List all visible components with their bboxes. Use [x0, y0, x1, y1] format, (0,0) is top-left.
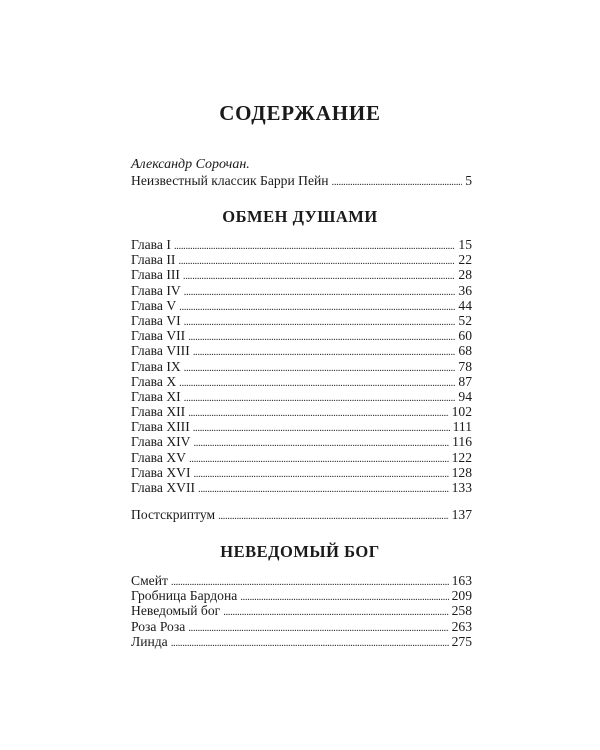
toc-entry[interactable]: [131, 434, 472, 449]
toc-entry[interactable]: [131, 465, 472, 480]
toc-entry-page: 128: [451, 464, 472, 480]
section-title-nevedomy: НЕВЕДОМЫЙ БОГ: [220, 542, 380, 561]
toc-leader-dots: [332, 175, 463, 190]
toc-leader-dots: [198, 482, 449, 497]
toc-leader-dots: [179, 376, 455, 391]
toc-entry-page: 78: [458, 358, 472, 374]
toc-entry-page: 28: [458, 267, 472, 283]
toc-entry[interactable]: [131, 267, 472, 282]
intro-author: Александр Сорочан.: [131, 157, 250, 172]
toc-entry[interactable]: [131, 298, 472, 313]
toc-leader-dots: [184, 285, 456, 300]
toc-entry-label: Гробница Бардона: [131, 588, 238, 604]
toc-entry-page: 52: [458, 312, 472, 328]
toc-entry-label: Глава XVII: [131, 480, 196, 495]
toc-entry[interactable]: [131, 634, 472, 649]
toc-entry[interactable]: [131, 480, 472, 495]
toc-entry-label: Глава XIII: [131, 419, 190, 435]
toc-leader-dots: [193, 421, 450, 436]
toc-entry-label: Глава V: [131, 297, 177, 313]
toc-leader-dots: [184, 315, 456, 330]
toc-entry-page: 5: [465, 173, 472, 188]
toc-entry-page: 263: [451, 618, 472, 634]
toc-list-nevedomy: [131, 573, 472, 649]
toc-entry-page: 122: [451, 449, 472, 465]
toc-leader-dots: [218, 509, 449, 524]
toc-leader-dots: [193, 345, 456, 360]
toc-entry-label: Глава VI: [131, 312, 181, 328]
toc-leader-dots: [179, 300, 455, 315]
toc-entry-label: Роза Роза: [131, 618, 186, 634]
toc-entry-label: Постскриптум: [131, 507, 216, 522]
toc-entry-page: 133: [451, 480, 472, 495]
toc-entry-label: Глава XI: [131, 388, 181, 404]
toc-entry-page: 258: [451, 603, 472, 619]
toc-entry-page: 60: [458, 328, 472, 344]
toc-entry[interactable]: [131, 389, 472, 404]
toc-leader-dots: [188, 406, 448, 421]
toc-leader-dots: [189, 452, 449, 467]
toc-leader-dots: [183, 269, 456, 284]
toc-leader-dots: [194, 467, 449, 482]
toc-entry-label: Глава IV: [131, 282, 181, 298]
toc-entry[interactable]: [131, 374, 472, 389]
toc-entry-label: Глава XV: [131, 449, 186, 465]
toc-entry[interactable]: [131, 588, 472, 603]
toc-entry[interactable]: [131, 619, 472, 634]
toc-entry-page: 102: [451, 404, 472, 420]
toc-leader-dots: [188, 330, 455, 345]
toc-entry-page: 137: [451, 507, 472, 522]
toc-leader-dots: [194, 436, 450, 451]
toc-entry[interactable]: [131, 404, 472, 419]
toc-leader-dots: [223, 605, 448, 620]
toc-entry-label: Неведомый бог: [131, 603, 221, 619]
toc-entry-page: 275: [451, 633, 472, 649]
toc-entry[interactable]: [131, 252, 472, 267]
toc-leader-dots: [184, 361, 456, 376]
toc-entry-label: Глава I: [131, 237, 171, 252]
toc-entry-label: Глава XII: [131, 404, 186, 420]
toc-list-obmen: [131, 237, 472, 495]
toc-entry-label: Глава X: [131, 373, 177, 389]
toc-entry-page: 36: [458, 282, 472, 298]
section-title-obmen: ОБМЕН ДУШАМИ: [222, 207, 378, 226]
toc-leader-dots: [184, 391, 456, 406]
toc-entry-label: Глава IX: [131, 358, 181, 374]
toc-entry[interactable]: [131, 450, 472, 465]
toc-entry-page: 163: [451, 573, 472, 588]
toc-entry[interactable]: [131, 507, 472, 522]
toc-entry[interactable]: [131, 173, 472, 188]
toc-leader-dots: [188, 621, 448, 636]
toc-entry-label: Глава XVI: [131, 464, 191, 480]
page-title: СОДЕРЖАНИЕ: [219, 101, 381, 125]
toc-entry[interactable]: [131, 603, 472, 618]
postscript-toc: [131, 507, 472, 522]
toc-entry-label: Линда: [131, 633, 168, 649]
toc-entry[interactable]: [131, 343, 472, 358]
toc-leader-dots: [178, 254, 455, 269]
intro-toc: [131, 173, 472, 188]
toc-entry[interactable]: [131, 237, 472, 252]
toc-entry-page: 87: [458, 373, 472, 389]
toc-entry-label: Смейт: [131, 573, 168, 588]
toc-entry[interactable]: [131, 313, 472, 328]
toc-entry-label: Глава III: [131, 267, 180, 283]
toc-leader-dots: [174, 239, 456, 254]
toc-entry[interactable]: [131, 328, 472, 343]
toc-entry-label: Неизвестный классик Барри Пейн: [131, 173, 329, 188]
toc-entry-page: 116: [452, 434, 472, 450]
toc-entry[interactable]: [131, 283, 472, 298]
toc-leader-dots: [171, 636, 449, 651]
toc-entry[interactable]: [131, 419, 472, 434]
toc-entry-page: 44: [458, 297, 472, 313]
toc-leader-dots: [240, 590, 448, 605]
toc-entry-label: Глава II: [131, 252, 176, 268]
toc-entry-page: 209: [451, 588, 472, 604]
toc-entry-label: Глава XIV: [131, 434, 191, 450]
toc-entry-page: 94: [458, 388, 472, 404]
toc-entry[interactable]: [131, 359, 472, 374]
toc-entry-label: Глава VII: [131, 328, 186, 344]
toc-entry-page: 111: [452, 419, 472, 435]
toc-entry-label: Глава VIII: [131, 343, 190, 359]
toc-entry-page: 15: [458, 237, 472, 252]
toc-entry[interactable]: [131, 573, 472, 588]
toc-entry-page: 22: [458, 252, 472, 268]
toc-entry-page: 68: [458, 343, 472, 359]
